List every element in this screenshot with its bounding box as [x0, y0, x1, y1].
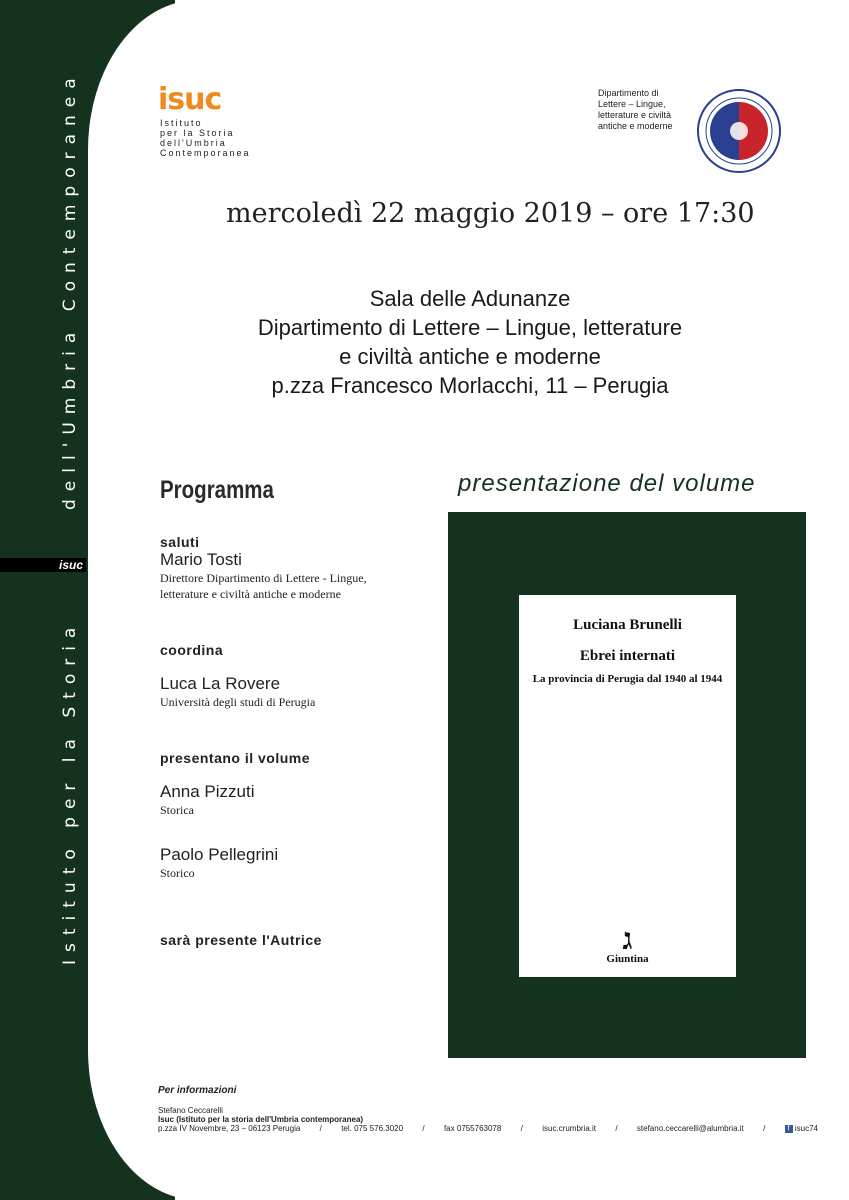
book-author: Luciana Brunelli [573, 617, 682, 633]
footer-org: Isuc (Istituto per la storia dell'Umbria contemporanea) [158, 1115, 364, 1124]
footer-contact: Stefano Ceccarelli [158, 1106, 223, 1115]
footer-address-line: p.zza IV Novembre, 23 – 06123 Perugia / tel. 075 576.3020 / fax 0755763078 / isuc.crumbria.it / stefano.ceccarelli@alumbria.it / f isuc74 [158, 1124, 818, 1133]
vertical-text-top: dell'Umbria Contemporanea [60, 70, 80, 510]
footer-web-link[interactable]: isuc.crumbria.it [542, 1124, 597, 1133]
event-venue: Sala delle Adunanze Dipartimento di Lettere – Lingue, letterature e civiltà antiche e moderne p.zza Francesco Morlacchi, 11 – Perugia [257, 286, 683, 398]
program-item: Paolo Pellegrini Storico [160, 845, 279, 880]
program-closing: sarà presente l'Autrice [160, 932, 322, 948]
facebook-icon: f [785, 1125, 793, 1133]
program-title: Programma [160, 476, 274, 504]
program-item: saluti Mario Tosti Direttore Dipartimento di Lettere - Lingue, letterature e civiltà antiche e moderne [160, 534, 367, 601]
footer-social[interactable]: f isuc74 [785, 1124, 818, 1133]
sidebar-stripe [0, 558, 60, 572]
book-publisher: Giuntina [606, 953, 649, 965]
department-text: Dipartimento di Lettere – Lingue, letterature e civiltà antiche e moderne [598, 88, 673, 131]
program-item: presentano il volume Anna Pizzuti Storica [160, 750, 311, 817]
book-cover [519, 595, 736, 977]
presentation-heading: presentazione del volume [458, 470, 756, 497]
footer-email-link[interactable]: stefano.ceccarelli@alumbria.it [636, 1124, 744, 1133]
isuc-logo-subtitle: Istituto per la Storia dell'Umbria Contemporanea [160, 118, 251, 158]
isuc-logo: isuc [158, 82, 222, 117]
book-subtitle: La provincia di Perugia dal 1940 al 1944 [532, 673, 723, 685]
publisher-mark-icon: ג [622, 923, 633, 956]
university-seal-icon [696, 88, 782, 174]
vertical-text-bottom: Istituto per la Storia [60, 619, 80, 965]
book-title: Ebrei internati [579, 648, 676, 664]
footer-info-label: Per informazioni [158, 1085, 237, 1096]
stripe-logo: isuc [56, 558, 86, 572]
program-item: coordina Luca La Rovere Università degli studi di Perugia [160, 642, 316, 709]
event-date: mercoledì 22 maggio 2019 – ore 17:30 [226, 198, 755, 229]
